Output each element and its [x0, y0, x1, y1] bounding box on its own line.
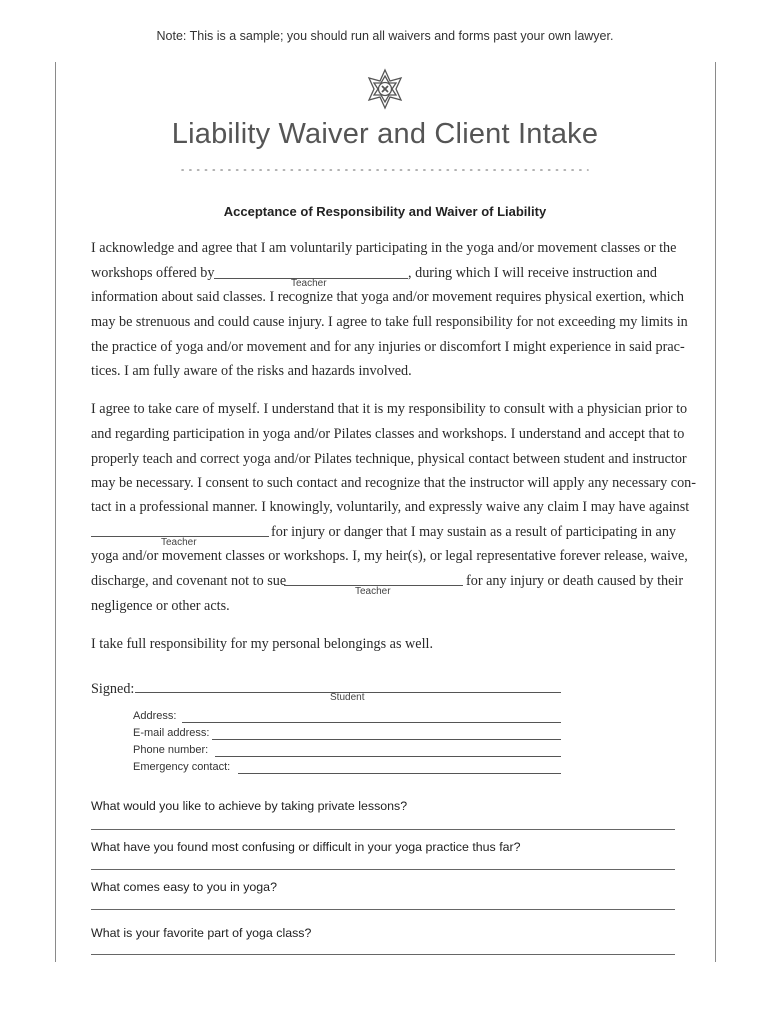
- para2-line6-end: for injury or danger that I may sustain as a result of participating in any: [271, 524, 677, 540]
- address-label: Address:: [133, 710, 177, 722]
- section-heading: Acceptance of Responsibility and Waiver of Liability: [223, 204, 547, 219]
- answer-line-3[interactable]: [91, 908, 675, 910]
- page-title: Liability Waiver and Client Intake: [171, 118, 599, 150]
- para2-line9: negligence or other acts.: [91, 598, 230, 614]
- answer-line-4[interactable]: [91, 953, 675, 955]
- phone-label: Phone number:: [133, 744, 209, 756]
- para1-line2-end: , during which I will receive instruction and: [408, 265, 658, 281]
- para2-line7: yoga and/or movement classes or workshops. I, my heir(s), or legal representative forever release, waive,: [91, 548, 688, 564]
- dotted-divider: [180, 164, 590, 176]
- phone-field[interactable]: [215, 755, 561, 757]
- para2-line3: properly teach and correct yoga and/or Pilates technique, physical contact between student and instructor: [91, 451, 687, 467]
- student-label: Student: [330, 692, 365, 703]
- teacher-label-2: Teacher: [161, 537, 197, 548]
- para2-line4: may be necessary. I consent to such contact and recognize that the instructor will apply any necessary con-: [91, 475, 696, 491]
- address-field[interactable]: [182, 721, 561, 723]
- left-margin-line: [55, 62, 56, 962]
- teacher-label-3: Teacher: [355, 586, 391, 597]
- para1-line4: may be strenuous and could cause injury. I agree to take full responsibility for not exceeding my limits in: [91, 314, 688, 330]
- para1-line5: the practice of yoga and/or movement and for any injuries or discomfort I might experience in said prac-: [91, 339, 685, 355]
- question-1: What would you like to achieve by taking private lessons?: [91, 799, 408, 813]
- para1-line2-start: workshops offered by: [91, 265, 215, 281]
- question-4: What is your favorite part of yoga class?: [91, 926, 312, 940]
- signed-label: Signed:: [91, 681, 135, 697]
- para1-line1: I acknowledge and agree that I am voluntarily participating in the yoga and/or movement classes or the: [91, 240, 677, 256]
- para2-line1: I agree to take care of myself. I understand that it is my responsibility to consult with a physician prior to: [91, 401, 688, 417]
- email-label: E-mail address:: [133, 727, 210, 739]
- lotus-star-x-icon: [365, 67, 405, 111]
- para2-line8-end: for any injury or death caused by their: [466, 573, 684, 589]
- answer-line-2[interactable]: [91, 868, 675, 870]
- right-margin-line: [715, 62, 716, 962]
- emergency-label: Emergency contact:: [133, 761, 231, 773]
- para2-line2: and regarding participation in yoga and/or Pilates classes and workshops. I understand and accept that to: [91, 426, 685, 442]
- question-3: What comes easy to you in yoga?: [91, 880, 277, 894]
- question-2: What have you found most confusing or difficult in your yoga practice thus far?: [91, 840, 521, 854]
- emergency-contact-field[interactable]: [238, 772, 561, 774]
- para2-line8-start: discharge, and covenant not to sue: [91, 573, 287, 589]
- para2-line5: tact in a professional manner. I knowingly, voluntarily, and expressly waive any claim I may have against: [91, 499, 690, 515]
- para1-line6: tices. I am fully aware of the risks and hazards involved.: [91, 363, 412, 379]
- para3-line: I take full responsibility for my personal belongings as well.: [91, 636, 434, 652]
- para1-line3: information about said classes. I recognize that yoga and/or movement requires physical exertion, which: [91, 289, 684, 305]
- lawyer-note: Note: This is a sample; you should run all waivers and forms past your own lawyer.: [156, 29, 614, 43]
- email-field[interactable]: [212, 738, 561, 740]
- teacher-label-1: Teacher: [291, 278, 327, 289]
- answer-line-1[interactable]: [91, 828, 675, 830]
